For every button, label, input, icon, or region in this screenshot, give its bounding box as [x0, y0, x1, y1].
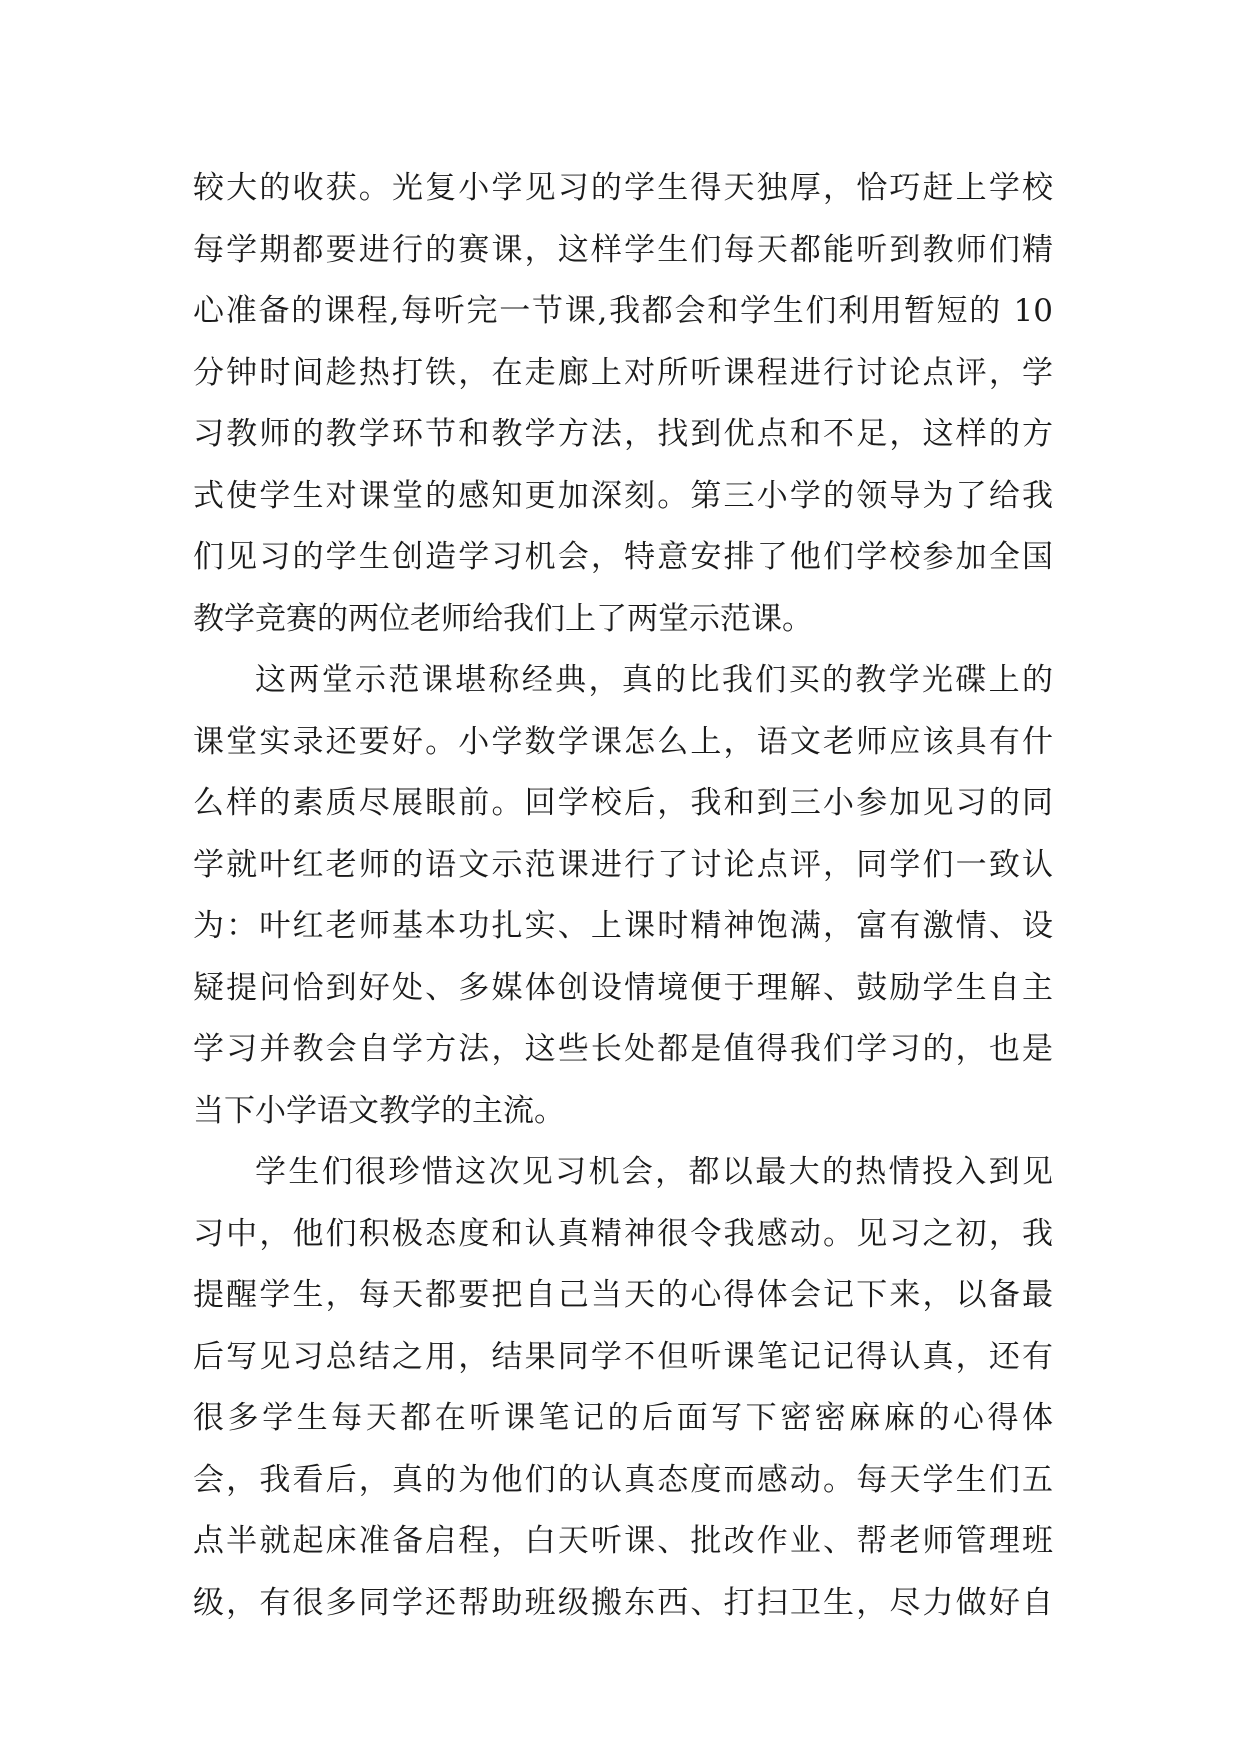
text-line: 会，我看后，真的为他们的认真态度而感动。每天学生们五	[193, 1461, 1053, 1498]
text-line: 课堂实录还要好。小学数学课怎么上，语文老师应该具有什	[193, 723, 1053, 760]
text-line: 很多学生每天都在听课笔记的后面写下密密麻麻的心得体	[193, 1400, 1053, 1436]
text-line: 每学期都要进行的赛课，这样学生们每天都能听到教师们精	[193, 231, 1053, 268]
text-line: 点半就起床准备启程，白天听课、批改作业、帮老师管理班	[193, 1523, 1053, 1559]
text-line: 心准备的课程,每听完一节课,我都会和学生们利用暂短的 10	[193, 293, 1053, 329]
text-line: 后写见习总结之用，结果同学不但听课笔记记得认真，还有	[193, 1338, 1053, 1375]
text-line: 么样的素质尽展眼前。回学校后，我和到三小参加见习的同	[193, 785, 1053, 821]
text-line: 这两堂示范课堪称经典，真的比我们买的教学光碟上的	[255, 662, 1053, 698]
text-line: 习中，他们积极态度和认真精神很令我感动。见习之初，我	[193, 1215, 1053, 1252]
text-line: 式使学生对课堂的感知更加深刻。第三小学的领导为了给我	[193, 477, 1053, 514]
text-line: 级，有很多同学还帮助班级搬东西、打扫卫生，尽力做好自	[193, 1584, 1053, 1621]
text-line: 们见习的学生创造学习机会，特意安排了他们学校参加全国	[193, 539, 1053, 575]
text-line: 学就叶红老师的语文示范课进行了讨论点评，同学们一致认	[193, 846, 1053, 883]
text-line: 教学竞赛的两位老师给我们上了两堂示范课。	[193, 600, 813, 637]
text-line: 为：叶红老师基本功扎实、上课时精神饱满，富有激情、设	[193, 908, 1053, 944]
text-line: 疑提问恰到好处、多媒体创设情境便于理解、鼓励学生自主	[193, 969, 1053, 1006]
text-line: 学生们很珍惜这次见习机会，都以最大的热情投入到见	[255, 1154, 1053, 1190]
text-line: 当下小学语文教学的主流。	[193, 1092, 565, 1129]
text-line: 较大的收获。光复小学见习的学生得天独厚，恰巧赶上学校	[193, 170, 1053, 206]
body-text	[193, 158, 1053, 1634]
text-line: 提醒学生，每天都要把自己当天的心得体会记下来，以备最	[193, 1277, 1053, 1313]
text-line: 学习并教会自学方法，这些长处都是值得我们学习的，也是	[193, 1031, 1053, 1067]
text-line: 习教师的教学环节和教学方法，找到优点和不足，这样的方	[193, 416, 1053, 452]
text-line: 分钟时间趁热打铁，在走廊上对所听课程进行讨论点评，学	[193, 354, 1053, 391]
